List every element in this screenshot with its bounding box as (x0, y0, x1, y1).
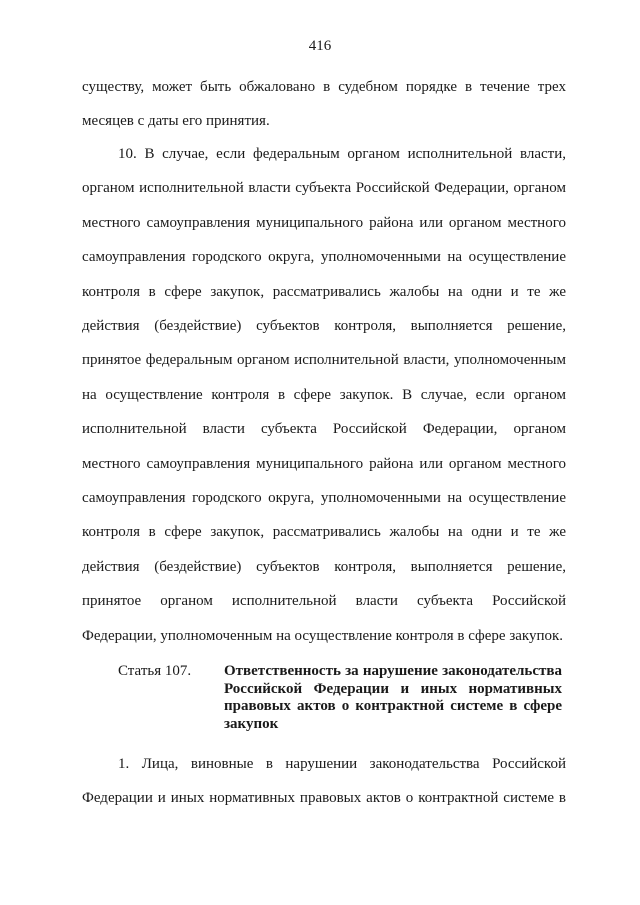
page-number: 416 (308, 38, 332, 54)
text-line: самоуправления городского округа, уполномоченными на осуществление (82, 249, 566, 266)
paragraph-1 (82, 747, 566, 816)
text-line: местного самоуправления муниципального района или органом местного (82, 214, 566, 231)
text-line: принятое федеральным органом исполнительной власти, уполномоченным (82, 352, 566, 369)
text-line: существу, может быть обжаловано в судебном порядке в течение трех (82, 79, 566, 95)
text-line: исполнительной власти субъекта Российской Федерации, органом (82, 421, 566, 438)
text-line: месяцев с даты его принятия. (82, 113, 270, 130)
article-title (224, 663, 562, 733)
title-line: Ответственность за нарушение законодательства (224, 663, 562, 679)
text-line: 10. В случае, если федеральным органом исполнительной власти, (118, 146, 566, 162)
text-line: контроля в сфере закупок, рассматривались жалобы на одни и те же (82, 524, 566, 541)
text-line: на осуществление контроля в сфере закупок. В случае, если органом (82, 386, 566, 403)
text-line: местного самоуправления муниципального района или органом местного (82, 455, 566, 472)
text-line: самоуправления городского округа, уполномоченными на осуществление (82, 490, 566, 507)
text-line: Федерации, уполномоченным на осуществление контроля в сфере закупок. (82, 627, 564, 644)
title-line: правовых актов о контрактной системе в сфере (224, 698, 562, 714)
paragraph-continuation (82, 70, 566, 139)
text-line: действия (бездействие) субъектов контроля, выполняется решение, (82, 318, 566, 335)
text-line: принятое органом исполнительной власти субъекта Российской (82, 593, 566, 610)
title-line: закупок (224, 715, 279, 732)
text-line: контроля в сфере закупок, рассматривались жалобы на одни и те же (82, 283, 566, 300)
article-number: Статья 107. (118, 663, 192, 679)
text-line: органом исполнительной власти субъекта Российской Федерации, органом (82, 180, 566, 197)
text-line: Федерации и иных нормативных правовых актов о контрактной системе в (82, 790, 566, 807)
paragraph-10 (82, 137, 566, 653)
text-line: 1. Лица, виновные в нарушении законодательства Российской (118, 756, 566, 772)
title-line: Российской Федерации и иных нормативных (224, 680, 562, 697)
text-line: действия (бездействие) субъектов контроля, выполняется решение, (82, 558, 566, 575)
